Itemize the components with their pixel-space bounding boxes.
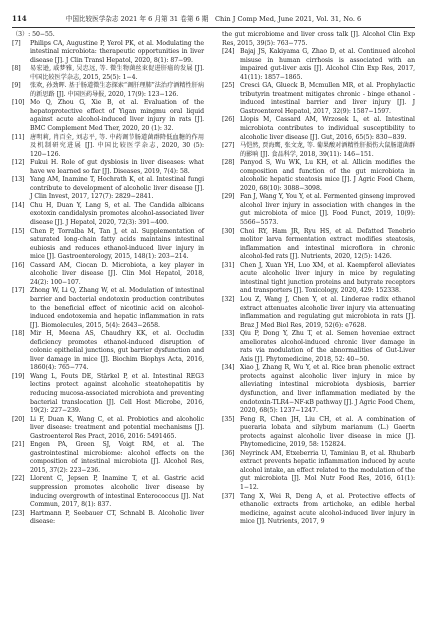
reference-entry [222,142,415,159]
reference-text: Chu H, Duan Y, Lang S, et al. The Candida albicans exotoxin candidalysin promotes alcohol-associated liver disease [J]. J Hepatol, 2020, 72(3): 391−400. [30,201,204,227]
reference-number: [28] [222,159,235,167]
reference-entry [222,416,415,450]
header-rule [12,27,415,28]
reference-entry [12,159,204,176]
reference-text: Cresci GA, Glueck B, Mcmullen MR, et al. Prophylactic tributyrin treatment mitigates chronic - binge ethanol - induced intestinal barrier and liver injury [J]. J Gastroenterol Hepatol, 2017, 32(9): 1587−1597. [240,82,415,115]
reference-entry [222,228,415,262]
reference-number: [26] [222,116,235,124]
reference-text: Wang L, Fouts DE, Stärkel P, et al. Intestinal REG3 lectins protect against alcoholic steatohepatitis by reducing mucosa-associated microbiota and preventing bacterial translocation [J]. Cell Host Microbe, 2016, 19(2): 227−239. [30,372,204,415]
reference-number: [32] [222,295,235,303]
reference-entry [222,262,415,296]
reference-entry [222,193,415,227]
reference-text: Li F, Duan K, Wang C, et al. Probiotics and alcoholic liver disease: treatment and potential mechanisms [J]. Gastroenterol Res Pract, 2016, 2016: 5491465. [30,415,204,440]
reference-number: [23] [12,509,25,517]
reference-text: Hartmann P, Seebauer CT, Schnabl B. Alcoholic liver disease: [30,509,204,526]
reference-text: Fan J, Wang Y, You Y, et al. Fermented ginseng improved alcohol liver injury in association with changes in the gut microbiota of mice [J]. Food Funct, 2019, 10(9): 5566−5573. [240,193,415,227]
reference-entry [12,82,204,99]
reference-entry [222,493,415,527]
reference-entry [222,116,415,142]
reference-entry [12,416,204,442]
reference-text: Choi RY, Ham JR, Ryu HS, et al. Defatted Tenebrio molitor larva fermentation extract modifies steatosis, inflammation and intestinal microflora in chronic alcohol-fed rats [J]. Nutrients, 2020, 12(5): 1426. [240,227,415,261]
reference-number: [8] [12,65,21,73]
reference-number: [29] [222,193,235,201]
reference-entry [12,441,204,475]
reference-number: [34] [222,364,235,372]
reference-text: 易宏逊, 戚梦雅, 吴忠远, 等. 微生物菌丝束促进肝癌的发展 [J]. 中国比较医学杂志, 2015, 25(5): 1−4. [30,65,204,81]
page-number: 114 [12,14,27,23]
reference-text: 唐明莉, 肖百全, 刘志平, 等. 中药调节肠道菌群降低血糖的作用及机制研究进展 [J]. 中国比较医学杂志, 2020, 30 (5): 120−126. [30,133,204,158]
right-reference-column [222,31,415,527]
reference-number: [22] [12,475,25,483]
reference-text: Llopis M, Cassard AM, Wrzosek L, et al. Intestinal microbiota contributes to individual susceptibility to alcoholic liver disease [J]. Gut, 2016, 65(5): 830−839. [240,116,415,141]
reference-number: [37] [222,492,235,500]
reference-number: [20] [12,415,25,423]
reference-entry [12,228,204,262]
reference-entry [12,40,204,66]
reference-entry [12,330,204,373]
running-header [12,12,415,26]
reference-text: Cassard AM, Ciocan D. Microbiota, a key player in alcoholic liver disease [J]. Clin Mol Hepatol, 2018, 24(2): 100−107. [30,261,204,286]
reference-entry [12,176,204,202]
reference-text: Panyod S, Wu WK, Lu KH, et al. Allicin modifies the composition and function of the gut microbiota in alcoholic hepatic steatosis mice [J]. J Agric Food Chem, 2020, 68(10): 3088−3098. [240,159,415,192]
reference-number: [21] [12,441,25,449]
reference-number: [30] [222,227,235,235]
reference-text: Neyrinck AM, Etxeberria U, Taminiau B, et al. Rhubarb extract prevents hepatic inflammation induced by acute alcohol intake, an effect related to the modulation of the gut microbiota [J]. Mol Nutr Food Res, 2016, 61(1): 1−12. [240,449,415,491]
left-continuation: （3）: 50−55. [12,31,55,38]
reference-number: [25] [222,82,235,90]
reference-number: [10] [12,99,25,107]
reference-number: [17] [12,287,25,295]
reference-text: 马恺然, 贾海鹰, 张文龙, 等. 葡果酸对酒精性肝损伤大鼠肠道菌群的影响 [J]. 食品科学, 2018, 39(11): 146−151. [240,142,415,158]
reference-entry [12,65,204,82]
reference-text: Chen J, Xuan YH, Luo XM, et al. Kaempferol alleviates acute alcoholic liver injury in mice by regulating intestinal tight junction proteins and butyrate receptors and transporters [J]. Toxicology, 2020, 429: 152338. [240,261,415,295]
reference-text: Feng R, Chen JH, Liu CH, et al. A combination of pueraria lobata and silybum marianum (L.) Gaertn protects against alcoholic liver disease in mice [J]. Phytomedicine, 2019, 58: 152824. [240,415,415,449]
reference-text: Mo Q, Zhou G, Xie B, et al. Evaluation of the hepatoprotective effect of Yigan mingmu oral liquid against acute alcohol-induced liver injury in rats [J]. BMC Complement Med Ther, 2020, 20 (1): 32. [30,99,204,133]
reference-number: [15] [12,227,25,235]
reference-text: Tang X, Wei R, Deng A, et al. Protective effects of ethanolic extracts from artichoke, an edible herbal medicine, against acute alcohol-induced liver injury in mice [J]. Nutrients, 2017, 9 [240,492,415,526]
reference-entry [222,330,415,364]
reference-entry [222,159,415,193]
reference-text: Engen PA, Green SJ, Voigt RM, et al. The gastrointestinal microbiome: alcohol effects on the composition of intestinal microbiota [J]. Alcohol Res, 2015, 37(2): 223−236. [30,441,204,474]
reference-entry [222,296,415,330]
reference-number: [18] [12,330,25,338]
reference-entry [12,262,204,288]
reference-number: [19] [12,372,25,380]
reference-entry [222,450,415,493]
reference-number: [31] [222,261,235,269]
reference-entry [12,134,204,160]
reference-text: Chen P, Torralba M, Tan J, et al. Supplementation of saturated long-chain fatty acids maintains intestinal eubiosis and reduces ethanol-induced liver injury in mice [J]. Gastroenterology, 2015, 148(1): 203−214. [30,227,204,261]
reference-entry [12,287,204,330]
reference-entry [222,48,415,82]
reference-entry [12,99,204,133]
reference-text: Fukui H. Role of gut dysbiosis in liver diseases: what have we learned so far [J]. Diseases, 2019, 7(4): 58. [30,159,204,175]
reference-number: [35] [222,415,235,423]
left-reference-column [12,31,204,527]
reference-entry [12,510,204,527]
reference-number: [24] [222,48,235,56]
reference-entry [12,202,204,228]
right-continuation: the gut microbiome and liver cross talk [J]. Alcohol Clin Exp Res, 2015, 39(5): 763−775. [222,31,415,47]
journal-title: 中国比较医学杂志 2021 年 6 月第 31 卷第 6 期 Chin J Comp Med, June 2021, Vol. 31, No. 6 [65,15,362,23]
reference-text: Yang AM, Inamine T, Hochrath K, et al. Intestinal fungi contribute to development of alcoholic liver disease [J]. J Clin Invest, 2017, 127(7): 2829−2841. [30,176,204,201]
reference-text: 张欢, 孙劲晖. 基于肠道微生态探索“调肝理肺”法治疗酒精性肝病的新思路 [J]. 中国医药导报, 2020, 17(9): 123−126. [30,82,204,98]
reference-number: [12] [12,159,25,167]
reference-entry [12,373,204,416]
reference-number: [9] [12,82,21,90]
reference-text: Bajaj JS, Kakiyama G, Zhao D, et al. Continued alcohol misuse in human cirrhosis is associated with an impaired gut-liver axis [J]. Alcohol Clin Exp Res, 2017, 41(11): 1857−1865. [240,48,415,81]
reference-number: [7] [12,39,21,47]
reference-entry [12,475,204,509]
reference-text: Qiu P, Dong Y, Zhu T, et al. Semen hoveniae extract ameliorates alcohol-induced chronic liver damage in rats via modulation of the abnormalities of Gut-Liver Axis [J]. Phytomedicine, 2018, 52: 40−50. [240,330,415,363]
reference-number: [27] [222,142,235,150]
reference-number: [13] [12,176,25,184]
reference-entry [222,82,415,116]
reference-number: [33] [222,330,235,338]
reference-text: Zhong W, Li Q, Zhang W, et al. Modulation of intestinal barrier and bacterial endotoxin production contributes to the beneficial effect of nicotinic acid on alcohol-induced endotoxemia and hepatic inflammation in rats [J]. Biomolecules, 2015, 5(4): 2643−2658. [30,287,204,329]
reference-text: Llorent C, Jepsen P, Inamine T, et al. Gastric acid suppression promotes alcoholic liver disease by inducing overgrowth of intestinal Enterococcus [J]. Nat Commun, 2017, 8(1): 837. [30,475,204,509]
reference-entry [222,364,415,415]
reference-number: [36] [222,449,235,457]
reference-number: [11] [12,133,25,141]
reference-text: Xiao J, Zhang R, Wu Y, et al. Rice bran phenolic extract protects against alcoholic liver injury in mice by alleviating intestinal microbiota dysbiosis, barrier dysfunction, and liver inflammation mediated by the endotoxin-TLR4−NF-κB pathway [J]. J Agric Food Chem, 2020, 68(5): 1237−1247. [240,364,415,415]
reference-text: Lou Z, Wang J, Chen Y, et al. Linderae radix ethanol extract attenuates alcoholic liver injury via attenuating inflammation and regulating gut microbiota in rats [J]. Braz J Med Biol Res, 2019, 52(6): e7628. [240,295,415,329]
reference-text: Philips CA, Augustine P, Yerol PK, et al. Modulating the intestinal microbiota: therapeutic opportunities in liver disease [J]. J Clin Transl Hepatol, 2020, 8(1): 87−99. [30,39,204,64]
reference-number: [16] [12,261,25,269]
reference-number: [14] [12,201,25,209]
reference-text: Mir H, Meena AS, Chaudhry KK, et al. Occludin deficiency promotes ethanol-induced disruption of colonic epithelial junctions, gut barrier dysfunction and liver damage in mice [J]. Biochim Biophys Acta, 2016, 1860(4): 765−774. [30,330,204,372]
